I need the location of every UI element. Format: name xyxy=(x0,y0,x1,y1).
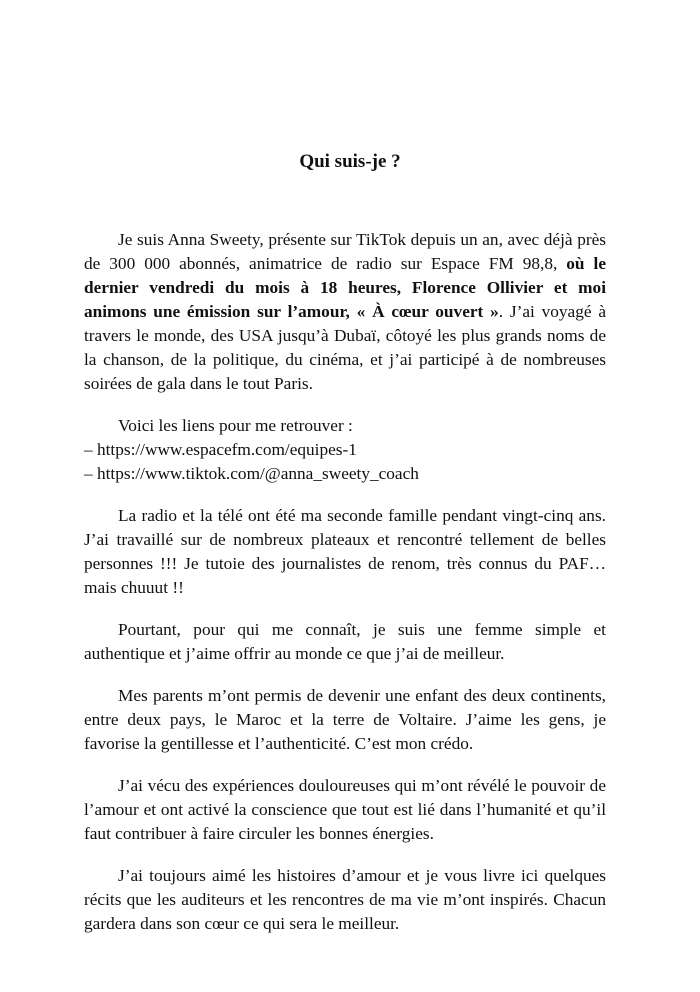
body-text xyxy=(84,228,606,954)
intro-paragraph xyxy=(84,228,606,396)
intro-text-bold: où le dernier vendredi du mois à 18 heures, Florence Ollivier et moi animons une émission sur l’amour, « À cœur ouvert » xyxy=(84,254,606,321)
link-espacefm[interactable]: – https://www.espacefm.com/equipes-1 xyxy=(84,440,357,459)
links-intro: Voici les liens pour me retrouver : xyxy=(118,416,353,435)
intro-text-start: Je suis Anna Sweety, présente sur TikTok depuis un an, avec déjà près de 300 000 abonnés, animatrice de radio sur Espace FM 98,8, xyxy=(84,230,606,273)
experiences-paragraph: J’ai vécu des expériences douloureuses qui m’ont révélé le pouvoir de l’amour et ont activé la conscience que tout est lié dans l’humanité et qu’il faut contribuer à faire circuler les bonnes énergies. xyxy=(84,776,606,843)
page-title: Qui suis-je ? xyxy=(299,151,401,172)
love-stories-paragraph: J’ai toujours aimé les histoires d’amour et je vous livre ici quelques récits que les auditeurs et les rencontres de ma vie m’ont inspirés. Chacun gardera dans son cœur ce qui sera le meilleur. xyxy=(84,866,606,933)
parents-paragraph: Mes parents m’ont permis de devenir une enfant des deux continents, entre deux pays, le Maroc et la terre de Voltaire. J’aime les gens, je favorise la gentillesse et l’authenticité. C’est mon crédo. xyxy=(84,686,606,753)
radio-tv-paragraph: La radio et la télé ont été ma seconde famille pendant vingt-cinq ans. J’ai travaillé sur de nombreux plateaux et rencontré tellement de belles personnes !!! Je tutoie des journalistes de renom, très connus du PAF… mais chuuut !! xyxy=(84,506,606,597)
intro-text-end: . J’ai voyagé à travers le monde, des USA jusqu’à Dubaï, côtoyé les plus grands noms de la chanson, de la politique, du cinéma, et j’ai participé à de nombreuses soirées de gala dans le tout Paris. xyxy=(84,302,606,393)
link-tiktok[interactable]: – https://www.tiktok.com/@anna_sweety_coach xyxy=(84,464,419,483)
simple-authentic-paragraph: Pourtant, pour qui me connaît, je suis une femme simple et authentique et j’aime offrir au monde ce que j’ai de meilleur. xyxy=(84,620,606,663)
links-paragraph xyxy=(84,414,606,486)
